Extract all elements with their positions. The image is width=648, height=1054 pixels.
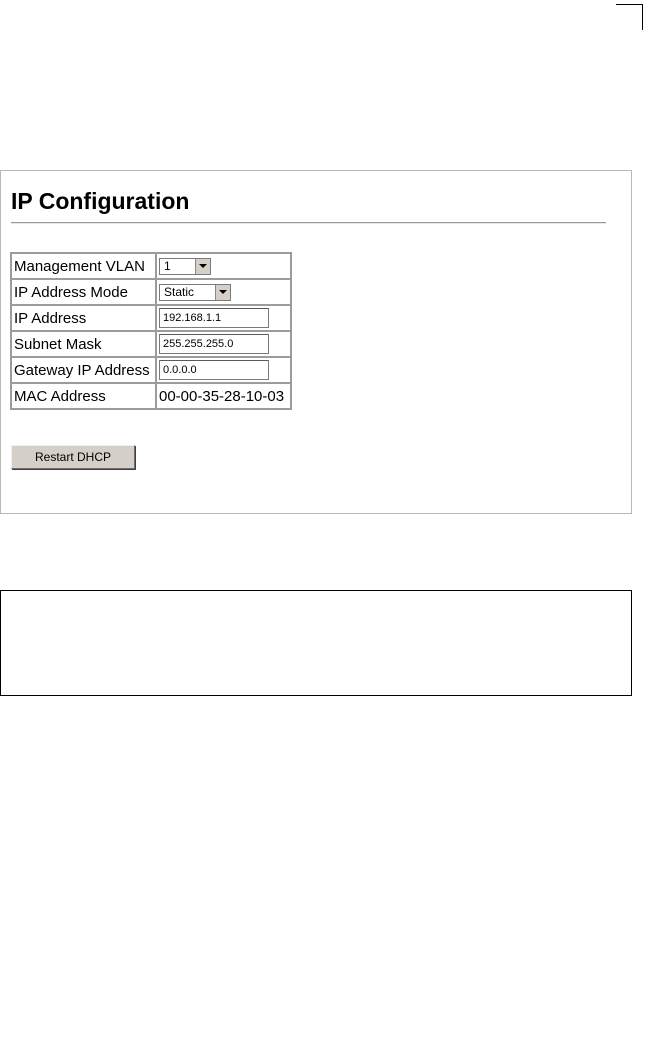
ip-address-mode-label: IP Address Mode bbox=[11, 279, 156, 305]
management-vlan-select[interactable]: 1 bbox=[159, 258, 211, 275]
title-divider bbox=[11, 222, 606, 224]
subnet-mask-label: Subnet Mask bbox=[11, 331, 156, 357]
corner-crop-mark bbox=[642, 4, 643, 30]
corner-crop-mark bbox=[616, 4, 642, 5]
table-row bbox=[11, 357, 291, 383]
management-vlan-label: Management VLAN bbox=[11, 253, 156, 279]
table-row bbox=[11, 279, 291, 305]
restart-dhcp-button[interactable]: Restart DHCP bbox=[11, 445, 135, 469]
chevron-down-icon[interactable] bbox=[195, 259, 210, 274]
gateway-ip-address-input[interactable]: 0.0.0.0 bbox=[159, 360, 269, 380]
ip-address-input[interactable]: 192.168.1.1 bbox=[159, 308, 269, 328]
panel-border bbox=[0, 170, 1, 514]
ip-address-mode-select[interactable]: Static bbox=[159, 284, 231, 301]
chevron-down-icon[interactable] bbox=[215, 285, 230, 300]
ip-address-label: IP Address bbox=[11, 305, 156, 331]
table-row bbox=[11, 253, 291, 279]
mac-address-label: MAC Address bbox=[11, 383, 156, 409]
table-row bbox=[11, 331, 291, 357]
mac-address-value: 00-00-35-28-10-03 bbox=[156, 383, 291, 409]
note-box bbox=[0, 590, 632, 696]
subnet-mask-input[interactable]: 255.255.255.0 bbox=[159, 334, 269, 354]
table-row bbox=[11, 305, 291, 331]
gateway-ip-address-label: Gateway IP Address bbox=[11, 357, 156, 383]
page-title: IP Configuration bbox=[11, 188, 190, 214]
table-row bbox=[11, 383, 291, 409]
ip-config-table bbox=[10, 252, 292, 410]
